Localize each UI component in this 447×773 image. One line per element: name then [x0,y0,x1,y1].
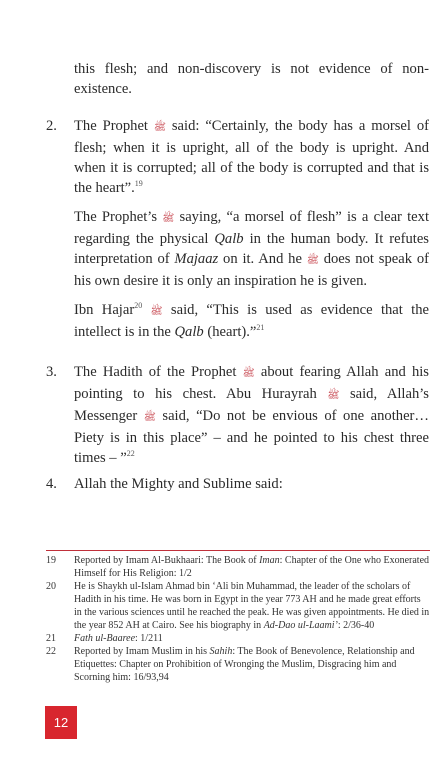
salawat-glyph-icon: ﷺ [143,412,156,423]
footnotes [46,554,430,684]
salawat-glyph-icon: ﷺ [153,122,166,133]
page-number: 12 [53,715,69,730]
footnote-22: 22 Reported by Imam Muslim in his Sahih: The Book of Benevolence, Relationship and Etiquettes: Chapter on Prohibition of Wronging the Muslim, Disgracing him and Scorning him: 16/93,94 [46,646,415,683]
list-item-3 [46,362,429,468]
page-number-badge [45,706,77,739]
footnote-21: 21 Fath ul-Baaree: 1/211 [46,633,163,644]
item-number: 3. [46,364,57,380]
item-paragraph: Allah the Mighty and Sublime said: [74,476,283,492]
item-number: 2. [46,118,57,134]
list-item-2 [46,116,429,342]
footnote-20: 20 He is Shaykh ul-Islam Ahmad bin ‘Ali bin Muhammad, the leader of the scholars of Hadith in his time. He was born in Egypt in the year 773 AH and he made great efforts in the various sciences until he reached the peak. He was given appointments. He died in the year 852 AH at Cairo. See his biography in Ad-Dao ul-Laami’: 2/36-40 [46,581,430,631]
footnote-number: 22 [46,646,56,657]
footnote-ref[interactable]: 22 [126,449,135,459]
footnote-ref[interactable]: 21 [256,323,265,333]
footnote-divider [46,550,430,551]
item-paragraph: Ibn Hajar$^{20}$ ﷺ said, “This is used as evidence that the intellect is in the Qalb (heart).”$^{21}$ [74,301,429,340]
salawat-glyph-icon: ﷺ [306,255,319,266]
salawat-glyph-icon: ﷺ [242,368,255,379]
item-paragraph: The Prophet’s ﷺ saying, “a morsel of flesh” is a clear text regarding the physical Qalb in the human body. It refutes interpretation of Majaaz on it. And he ﷺ does not speak of his own desire it is only an inspiration he is given. [74,209,429,289]
salawat-glyph-icon: ﷺ [150,306,163,317]
item-number: 4. [46,476,57,492]
footnote-ref[interactable]: 20 [134,301,143,311]
item-paragraph: The Hadith of the Prophet ﷺ about fearing Allah and his pointing to his chest. Abu Hurayrah ﷺ said, Allah’s Messenger ﷺ said, “Do not be envious of one another… Piety is in this place” – and he pointed to his chest three times – ”$^{22}$ [74,364,430,466]
list-item-4 [46,474,429,494]
footnote-number: 21 [46,633,56,644]
footnote-19: 19 Reported by Imam Al-Bukhaari: The Book of Iman: Chapter of the One who Exonerated Himself for His Religion: 1/2 [46,555,430,579]
footnote-number: 19 [46,555,56,566]
salawat-glyph-icon: ﷺ [162,213,175,224]
continuation-text: this flesh; and non-discovery is not evidence of non-existence. [74,61,429,97]
footnote-ref[interactable]: 19 [134,179,143,189]
footnote-number: 20 [46,581,56,592]
salawat-glyph-icon: ﷺ [327,390,340,401]
item-paragraph: The Prophet ﷺ said: “Certainly, the body has a morsel of flesh; when it is upright, all of the body is upright. And when it is corrupted; all of the body is corrupted and that is the heart”.$^{19}$ [74,118,430,196]
